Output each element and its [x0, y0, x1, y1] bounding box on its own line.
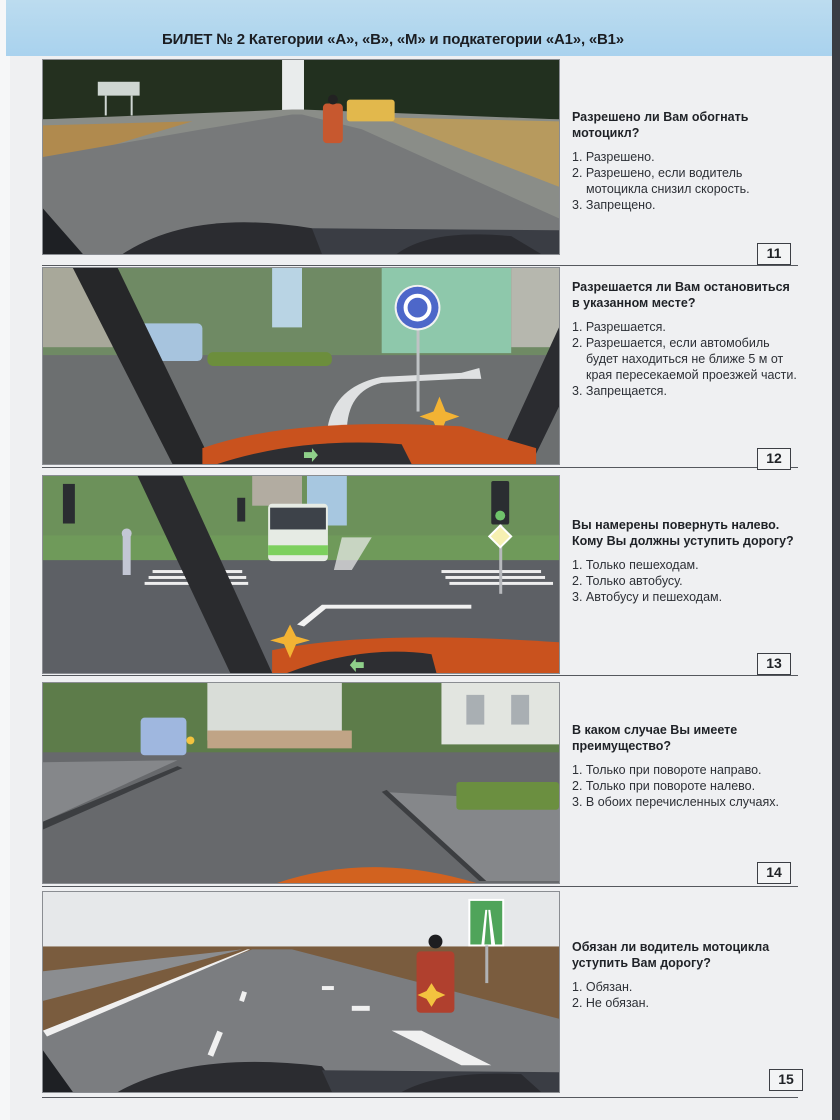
answer-option-1[interactable]: 1. Только при повороте направо.: [572, 763, 762, 777]
answer-list: [572, 979, 798, 1011]
scene-image-12: [42, 267, 560, 465]
answer-list: [572, 557, 798, 605]
intersection-scene-illustration: [43, 476, 559, 673]
answer-list: [572, 319, 798, 399]
answer-option-1[interactable]: 1. Разрешено.: [572, 150, 655, 164]
answer-option-3[interactable]: 3. Запрещается.: [572, 384, 667, 398]
question-block-11: [572, 109, 798, 213]
question-text: В каком случае Вы имеете преимущество?: [572, 723, 738, 753]
answer-option-3[interactable]: 3. В обоих перечисленных случаях.: [572, 795, 779, 809]
divider: [42, 1097, 798, 1098]
motorway-scene-illustration: [43, 892, 559, 1092]
scene-image-15: [42, 891, 560, 1093]
answer-option-2[interactable]: 2. Только при повороте налево.: [572, 779, 756, 793]
divider: [42, 675, 798, 676]
ticket-title: БИЛЕТ № 2 Категории «A», «B», «M» и подкатегории «A1», «B1»: [162, 31, 624, 48]
answer-option-3[interactable]: 3. Автобусу и пешеходам.: [572, 590, 723, 604]
road-scene-illustration: [43, 60, 559, 254]
answer-option-2[interactable]: 2. Разрешено, если водитель мотоцикла снизил скорость.: [572, 166, 750, 196]
question-number: 15: [769, 1069, 803, 1091]
answer-list: [572, 149, 798, 213]
question-text: Обязан ли водитель мотоцикла уступить Вам дорогу?: [572, 940, 770, 970]
page-edge-left: [0, 0, 10, 1120]
answer-option-2[interactable]: 2. Разрешается, если автомобиль будет находиться не ближе 5 м от края пересекаемой проезжей части.: [572, 336, 797, 382]
page-edge-right: [832, 0, 840, 1120]
answer-option-1[interactable]: 1. Разрешается.: [572, 320, 666, 334]
ticket-11: [42, 59, 798, 267]
question-block-12: [572, 279, 798, 399]
side-street-scene-illustration: [43, 683, 559, 883]
answer-list: [572, 762, 798, 810]
ticket-12: [42, 267, 798, 473]
scene-image-14: [42, 682, 560, 884]
answer-option-3[interactable]: 3. Запрещено.: [572, 198, 656, 212]
question-number: 11: [757, 243, 791, 265]
question-text: Вы намерены повернуть налево. Кому Вы должны уступить дорогу?: [572, 518, 794, 548]
question-text: Разрешено ли Вам обогнать мотоцикл?: [572, 110, 749, 140]
question-number: 12: [757, 448, 791, 470]
answer-option-2[interactable]: 2. Только автобусу.: [572, 574, 683, 588]
question-text: Разрешается ли Вам остановиться в указанном месте?: [572, 280, 790, 310]
question-block-14: [572, 722, 798, 810]
question-number: 13: [757, 653, 791, 675]
answer-option-1[interactable]: 1. Только пешеходам.: [572, 558, 699, 572]
question-block-13: [572, 517, 798, 605]
roundabout-scene-illustration: [43, 268, 559, 464]
divider: [42, 886, 798, 887]
ticket-14: [42, 682, 798, 887]
divider: [42, 265, 798, 266]
answer-option-1[interactable]: 1. Обязан.: [572, 980, 633, 994]
ticket-15: [42, 891, 798, 1101]
divider: [42, 467, 798, 468]
scene-image-13: [42, 475, 560, 674]
question-number: 14: [757, 862, 791, 884]
scene-image-11: [42, 59, 560, 255]
ticket-13: [42, 475, 798, 680]
answer-option-2[interactable]: 2. Не обязан.: [572, 996, 650, 1010]
question-block-15: [572, 939, 798, 1011]
